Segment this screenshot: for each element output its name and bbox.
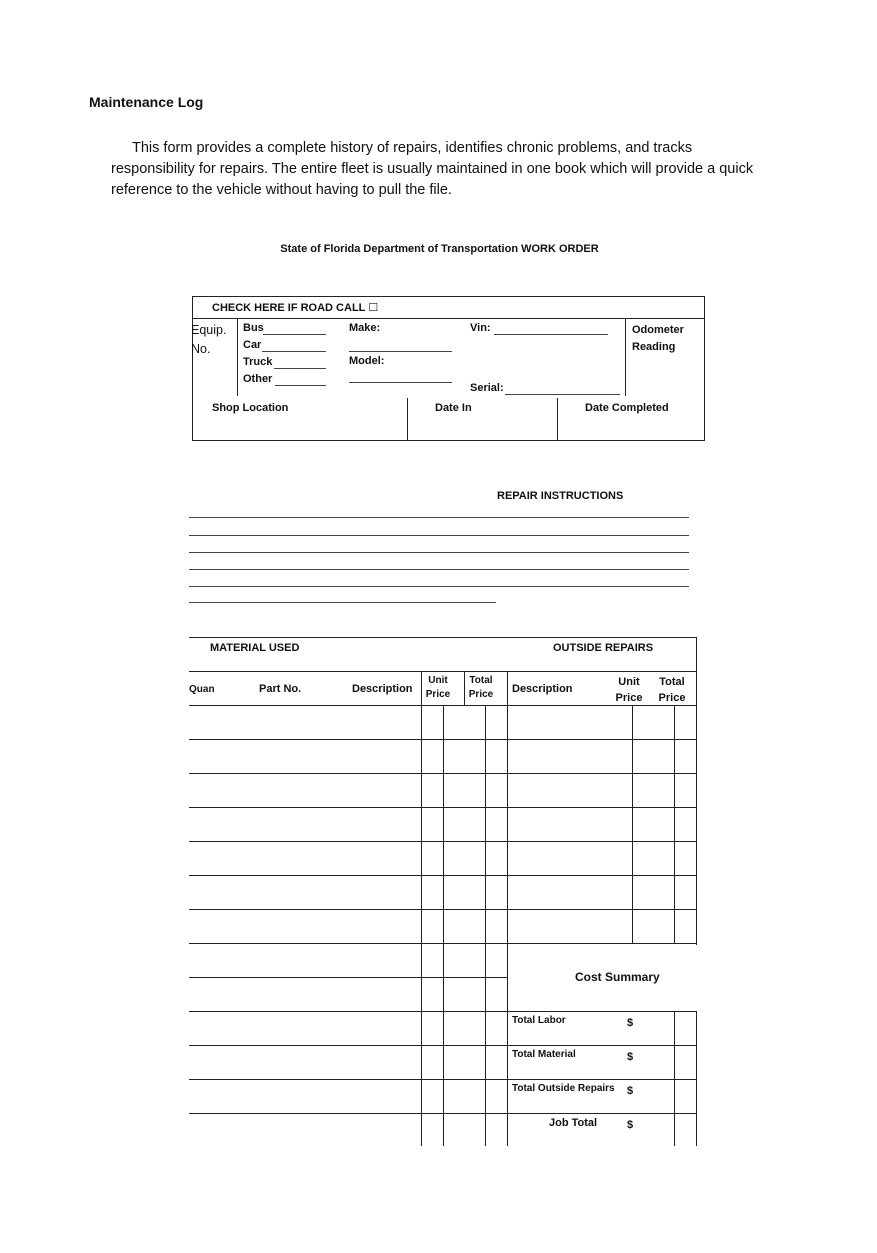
- quan-header: Quan: [189, 684, 215, 695]
- outside-total-price-header-line-1: Total: [659, 676, 685, 688]
- vehicle-type-other: Other: [243, 373, 273, 385]
- odometer-line-2: Reading: [632, 341, 676, 353]
- make-label: Make:: [349, 322, 381, 334]
- total-labor-currency: $: [627, 1017, 634, 1029]
- shop-location-label: Shop Location: [212, 402, 289, 414]
- outside-repairs-heading: OUTSIDE REPAIRS: [553, 642, 654, 654]
- make-blank[interactable]: [349, 351, 452, 352]
- odometer-label: [632, 322, 684, 356]
- date-in-separator: [407, 398, 408, 441]
- description-header: Description: [352, 683, 413, 695]
- cost-summary-heading: Cost Summary: [575, 970, 660, 984]
- car-blank[interactable]: [262, 351, 326, 352]
- table-subheading-line: [189, 671, 697, 672]
- material-used-heading: MATERIAL USED: [210, 642, 300, 654]
- total-labor-label: Total Labor: [512, 1015, 566, 1026]
- outside-unit-price-header: [612, 674, 646, 706]
- cost-summary-row-line: [507, 1079, 697, 1080]
- table-header-column-line: [464, 671, 465, 705]
- unit-price-header-line-1: Unit: [428, 675, 448, 686]
- cost-summary-right-border: [696, 1011, 697, 1146]
- repair-line[interactable]: [189, 602, 496, 603]
- repair-line[interactable]: [189, 569, 689, 570]
- part-no-header: Part No.: [259, 683, 302, 695]
- intro-line-2: responsibility for repairs. The entire fleet is usually maintained in one book which will provide a quick: [111, 161, 754, 177]
- table-column-line: [443, 705, 444, 1146]
- table-header-column-line: [421, 671, 422, 705]
- equip-no-label: [191, 321, 226, 359]
- other-blank[interactable]: [275, 385, 326, 386]
- date-completed-separator: [557, 398, 558, 441]
- table-row-line: [189, 1011, 507, 1012]
- table-row-line: [189, 1045, 507, 1046]
- table-row-line: [189, 977, 507, 978]
- truck-blank[interactable]: [274, 368, 326, 369]
- form-title: State of Florida Department of Transportation WORK ORDER: [280, 243, 599, 255]
- table-center-column-line: [507, 671, 508, 1146]
- cost-summary-column-line: [674, 1011, 675, 1146]
- vehicle-type-car: Car: [243, 339, 262, 351]
- outside-column-line: [632, 705, 633, 943]
- table-top-border: [189, 637, 697, 638]
- model-blank[interactable]: [349, 382, 452, 383]
- cost-summary-row-line: [507, 1045, 697, 1046]
- total-price-header-line-2: Price: [468, 689, 494, 700]
- total-price-header: [464, 673, 498, 702]
- outside-description-header: Description: [512, 683, 573, 695]
- outside-total-price-header-line-2: Price: [658, 692, 686, 704]
- total-material-currency: $: [627, 1051, 634, 1063]
- total-price-header-line-1: Total: [469, 675, 493, 686]
- outside-unit-price-header-line-2: Price: [615, 692, 643, 704]
- equip-no-separator: [237, 318, 238, 396]
- cost-summary-row-line: [507, 1113, 697, 1114]
- repair-line[interactable]: [189, 552, 689, 553]
- total-material-label: Total Material: [512, 1049, 576, 1060]
- road-call-checkbox-label[interactable]: CHECK HERE IF ROAD CALL ☐: [212, 302, 379, 314]
- total-outside-repairs-label: Total Outside Repairs: [512, 1083, 615, 1094]
- unit-price-header: [421, 673, 455, 702]
- job-total-label: Job Total: [549, 1117, 598, 1129]
- date-in-label: Date In: [435, 402, 472, 414]
- header-divider: [192, 318, 705, 319]
- outside-unit-price-header-line-1: Unit: [618, 676, 640, 688]
- table-right-border: [696, 637, 697, 945]
- intro-line-1: This form provides a complete history of repairs, identifies chronic problems, and tracks: [132, 140, 693, 156]
- outside-total-price-header: [655, 674, 689, 706]
- odometer-separator: [625, 318, 626, 396]
- table-row-line: [189, 1113, 507, 1114]
- bus-blank[interactable]: [263, 334, 326, 335]
- repair-instructions-heading: REPAIR INSTRUCTIONS: [497, 490, 624, 502]
- repair-line[interactable]: [189, 586, 689, 587]
- model-label: Model:: [349, 355, 385, 367]
- page-title: Maintenance Log: [89, 94, 204, 110]
- serial-label: Serial:: [470, 382, 504, 394]
- cost-summary-bottom-border: [507, 1011, 697, 1012]
- total-outside-repairs-currency: $: [627, 1085, 634, 1097]
- intro-line-3: reference to the vehicle without having to pull the file.: [111, 182, 452, 198]
- table-column-line: [421, 705, 422, 1146]
- date-completed-label: Date Completed: [585, 402, 669, 414]
- vehicle-type-bus: Bus: [243, 322, 264, 334]
- intro-paragraph: [111, 138, 801, 201]
- serial-blank[interactable]: [505, 394, 620, 395]
- equip-no-line-1: Equip.: [191, 323, 227, 337]
- equip-no-line-2: No.: [191, 342, 211, 356]
- table-row-line: [189, 1079, 507, 1080]
- vin-label: Vin:: [470, 322, 491, 334]
- vin-blank[interactable]: [494, 334, 608, 335]
- table-column-line: [485, 705, 486, 1146]
- outside-column-line: [674, 705, 675, 943]
- vehicle-type-truck: Truck: [243, 356, 273, 368]
- repair-line[interactable]: [189, 535, 689, 536]
- odometer-line-1: Odometer: [632, 324, 684, 336]
- unit-price-header-line-2: Price: [425, 689, 451, 700]
- repair-line[interactable]: [189, 517, 689, 518]
- job-total-currency: $: [627, 1119, 634, 1131]
